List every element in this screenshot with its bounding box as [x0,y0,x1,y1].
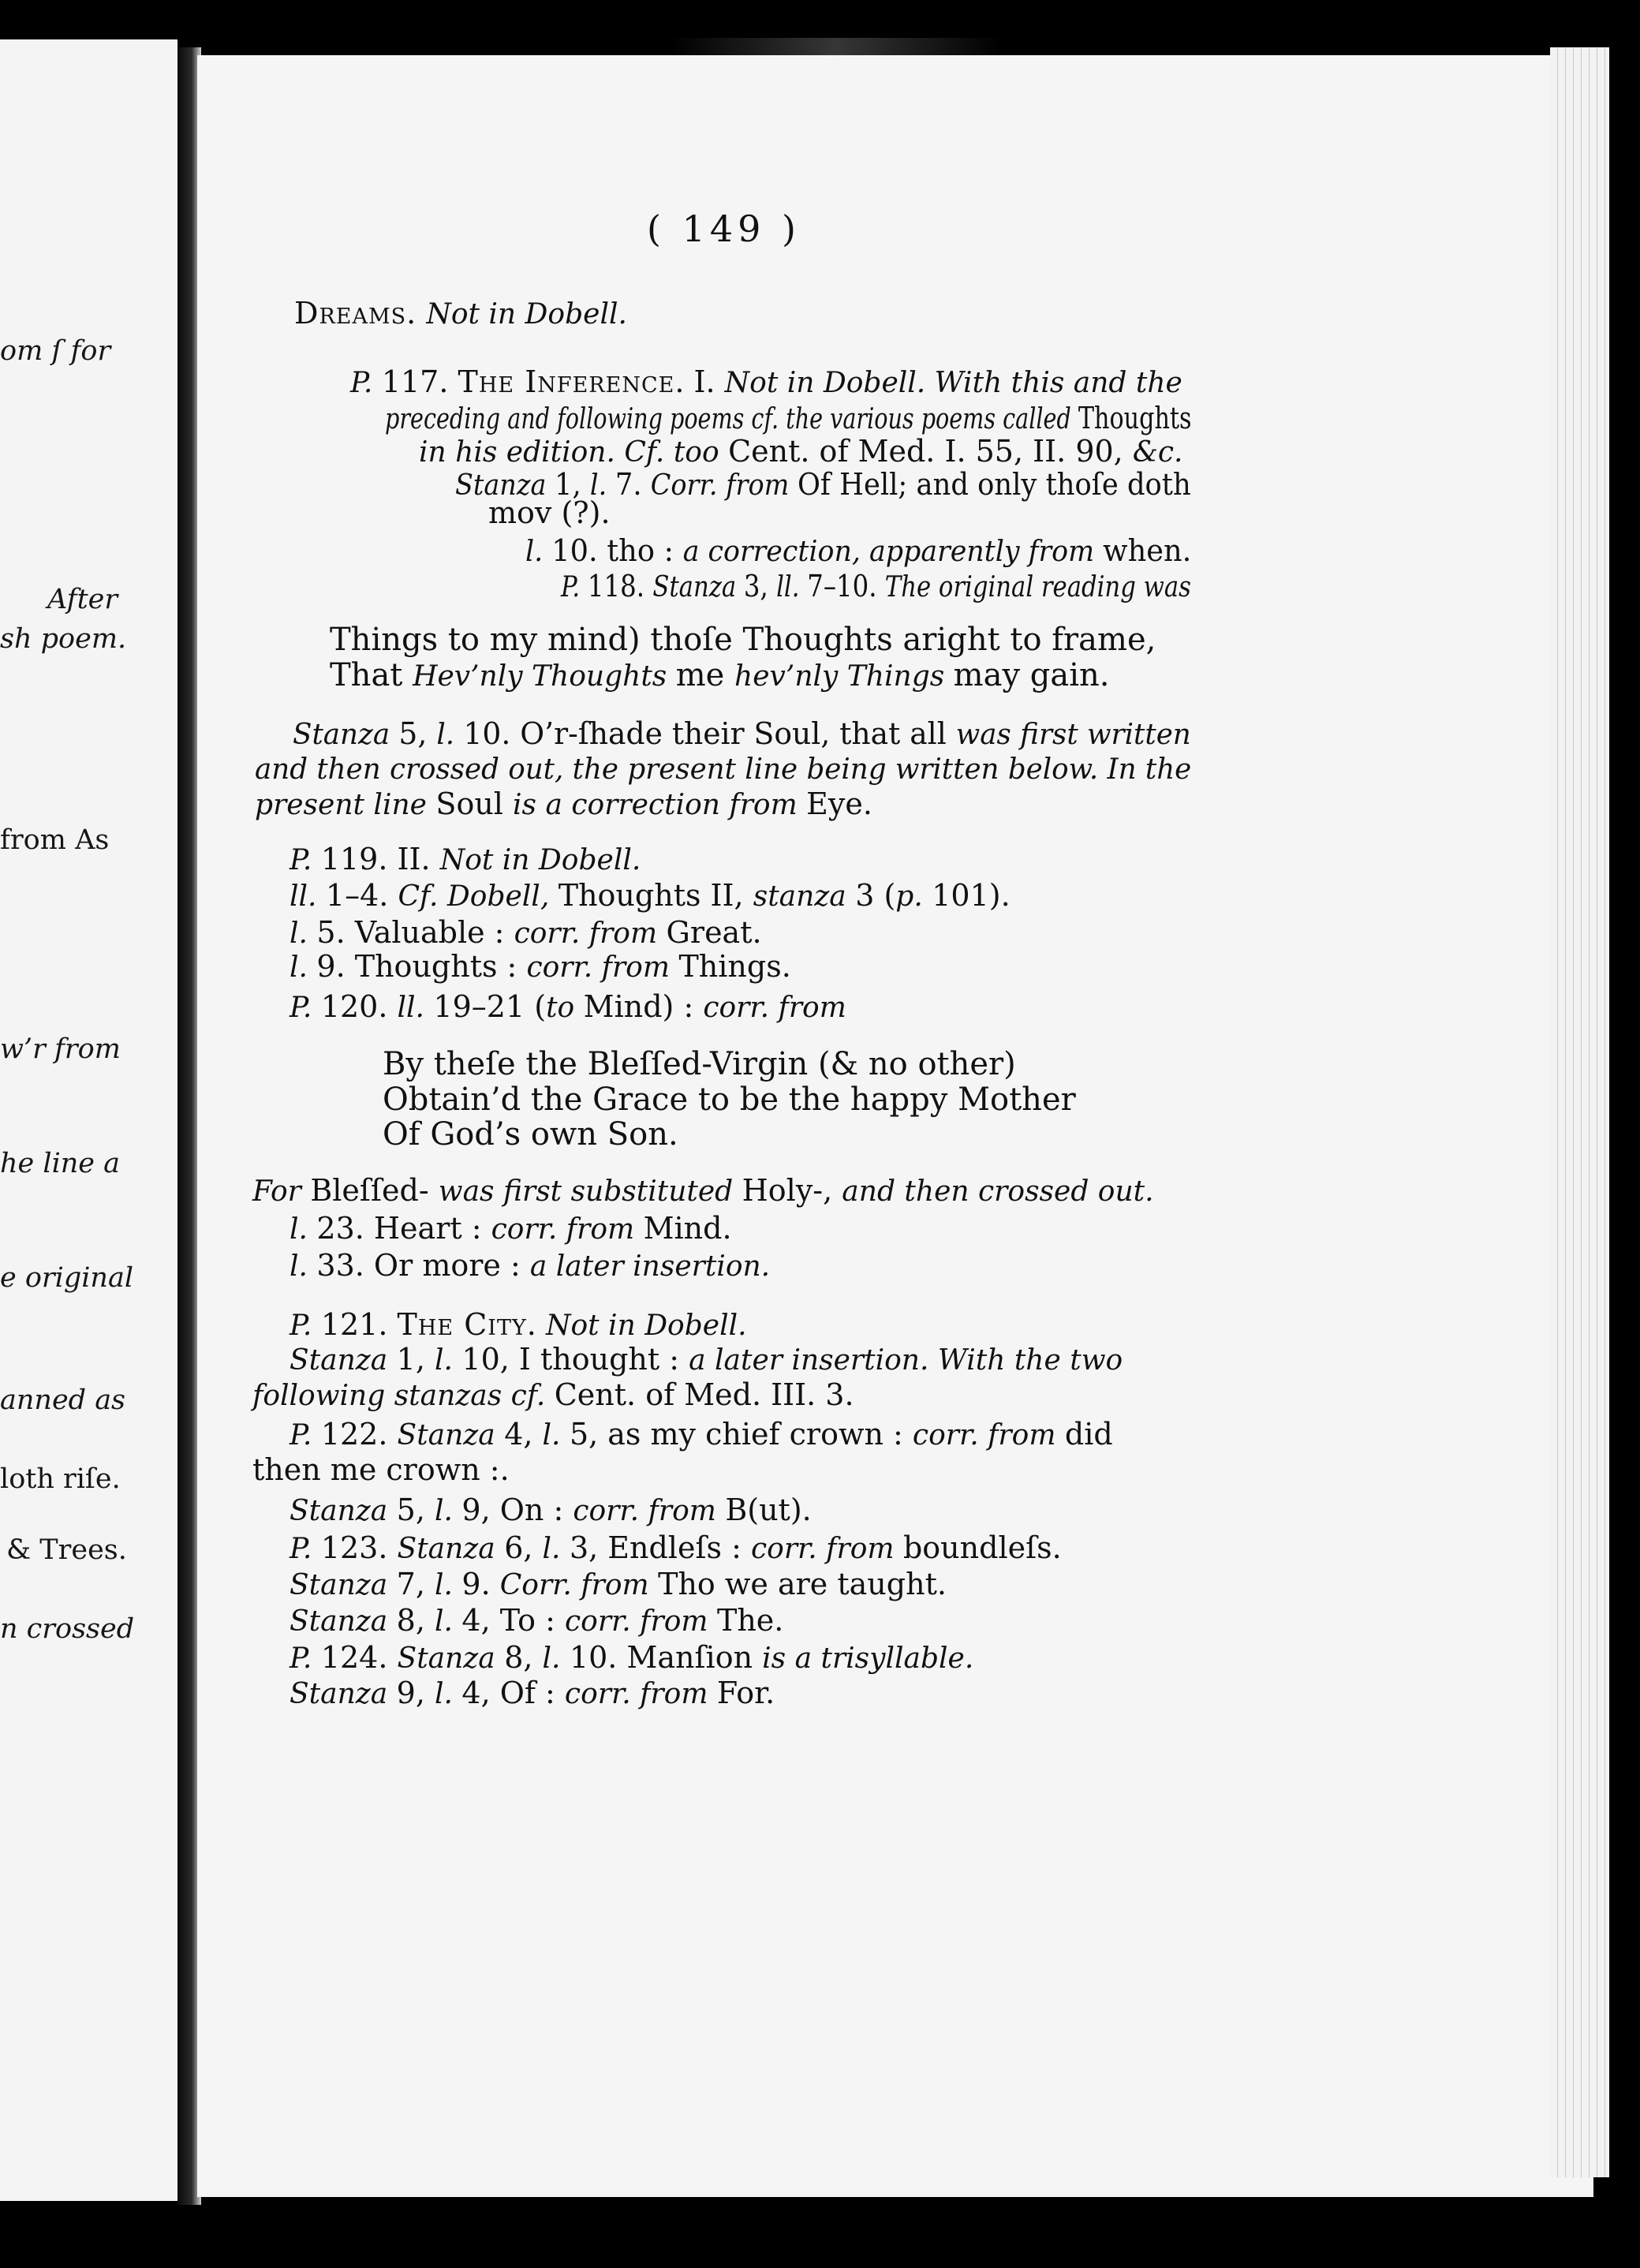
note-line [290,949,791,985]
text-run: corr. from [491,1213,644,1246]
text-run: Dreams. [294,296,417,331]
text-run: 10. Manſion [569,1640,763,1675]
note-line [290,1640,973,1676]
text-run: Of Hell; and only thoſe doth [797,467,1191,502]
text-run: 3 ( [855,878,896,913]
note-line [290,1248,770,1284]
text-run: Great. [666,915,762,950]
text-run: P. [290,844,321,876]
text-run: stanza [753,880,856,913]
note-line [290,1493,812,1529]
text-run: Soul [435,787,514,821]
text-run: 123. [320,1530,398,1565]
text-run: Stanza [290,1569,397,1601]
text-run: 9, [396,1676,435,1710]
facing-page-fragment: anned as [0,1384,126,1416]
text-run: 118. [587,569,653,603]
text-run: 9, On : [461,1493,573,1527]
quoted-verse-line [330,622,1156,657]
text-run: is a trisyllable. [762,1642,974,1675]
text-run: l. [542,1419,570,1452]
text-run: and then crossed out, the present line being written below. In the [255,753,1192,786]
text-run: Stanza [455,469,555,502]
note-line [252,1377,854,1414]
text-run: corr. from [573,1495,726,1527]
note-line [252,1173,1154,1209]
text-run: P. [561,571,588,603]
text-run: was first substituted [438,1175,742,1208]
text-run: Thoughts II, [558,878,753,913]
text-run: following stanzas cf. [252,1380,555,1412]
text-run: Of God’s own Son. [383,1116,678,1153]
note-line [290,878,1011,914]
text-run: 8, [504,1640,543,1675]
text-run: ll. [776,571,808,603]
note-line [290,1603,783,1639]
text-run: corr. from [912,1419,1065,1452]
text-run: 122. [320,1417,398,1452]
text-run: The City [397,1307,527,1342]
text-run: mov (?). [488,495,611,530]
note-line [419,434,1183,470]
note-line [290,1530,1062,1567]
note-line [488,495,611,530]
text-run: 120. [320,989,398,1024]
text-run: hev’nly Things [734,660,954,693]
facing-page-fragment: sh poem. [0,623,127,655]
facing-page-fragment: loth riſe. [0,1463,121,1495]
text-run: Thoughts [1078,401,1192,435]
text-run: l. [525,536,552,568]
text-run: P. [290,1642,321,1675]
note-line [290,989,846,1026]
quoted-verse-line [383,1047,1016,1082]
text-run: l. [290,951,317,984]
text-run: a later insertion. With the two [689,1344,1123,1377]
text-run: Stanza [397,1533,505,1565]
note-line [290,1307,747,1343]
note-line [294,296,627,332]
text-run: 1, [555,467,590,502]
text-run: p. [895,880,932,913]
facing-page-fragment: from As [0,824,110,856]
text-run: For [252,1175,311,1208]
text-run: B(ut). [725,1493,812,1527]
page-number: ( 149 ) [647,207,801,250]
text-run: 5, as my chief crown : [569,1417,913,1452]
text-run: Holy-, [742,1173,842,1208]
text-run: corr. from [703,992,846,1024]
text-run: For. [716,1676,775,1710]
text-run: l. [435,1605,462,1638]
note-line [290,915,762,951]
text-run: l. [435,1495,462,1527]
text-run: l. [542,1642,570,1675]
text-run: me [675,657,735,693]
text-run: 1–4. [325,878,398,913]
text-run: present line [255,789,436,821]
text-run: Not in Dobell. With this and the [724,367,1182,399]
text-run: Cent. of Med. I. 55, II. 90, [728,434,1133,469]
text-run: l. [290,1213,317,1246]
text-run: 121. [320,1307,398,1342]
text-run: P. [350,367,382,399]
text-run: The original reading was [884,571,1191,603]
text-run: 117. [381,364,458,399]
note-line [290,842,641,878]
text-run: 10. tho : [551,533,683,568]
text-run: Hev’nly Thoughts [413,660,676,693]
text-run [417,296,426,331]
text-run: l. [290,1250,317,1283]
text-run: Not in Dobell. [426,298,627,331]
text-run: Stanza [397,1642,505,1675]
text-run: may gain. [953,657,1110,693]
text-run: l. [435,1344,462,1377]
text-run: Cf. Dobell, [398,880,558,913]
facing-page-fragment: w’r from [0,1033,121,1065]
text-run: 5, [396,1493,435,1527]
text-run: Corr. from [499,1569,659,1601]
text-run: . [526,1307,546,1342]
text-run: P. [290,992,321,1024]
text-run: Tho we are taught. [658,1567,947,1601]
text-run: The Inference [458,364,675,399]
text-run: preceding and following poems cf. the various poems called [385,403,1078,435]
text-run: corr. from [514,917,667,950]
text-run: was first written [955,719,1191,751]
text-run: That [330,657,413,693]
text-run: when. [1103,533,1192,568]
text-run: 33. Or more : [316,1248,530,1283]
text-run: Not in Dobell. [439,844,641,876]
text-run: ll. [290,880,326,913]
note-line [290,1211,732,1247]
note-line [525,533,1191,570]
text-run: Eye. [806,787,872,821]
text-run: a later insertion. [529,1250,771,1283]
note-line [290,1567,947,1603]
text-run: corr. from [564,1605,717,1638]
text-run: 7–10. [807,569,885,603]
text-run: l. [435,1569,462,1601]
text-run: By theſe the Bleſſed-Virgin (& no other) [383,1046,1016,1082]
text-run: Bleſſed- [310,1173,439,1208]
text-run: l. [290,917,317,950]
text-run: . I. [674,364,725,399]
text-run: Not in Dobell. [545,1310,747,1342]
text-run: 101). [932,878,1011,913]
text-run: Mind. [643,1211,732,1246]
text-run: 19–21 ( [433,989,547,1024]
text-run: 9. [461,1567,500,1601]
text-run: l. [542,1533,570,1565]
note-line [255,787,872,823]
facing-page-fragment: n crossed [0,1613,135,1645]
text-run: then me crown :. [252,1452,510,1487]
facing-page-fragment: & Trees. [6,1534,127,1566]
text-run: Stanza [293,719,399,751]
text-run: Stanza [397,1419,505,1452]
text-run: corr. from [526,951,679,984]
text-run: l. [589,469,615,502]
note-line [350,364,1182,401]
text-run: Stanza [290,1344,397,1377]
text-run: did [1064,1417,1113,1452]
facing-page-fragment: he line a [0,1148,121,1179]
text-run: l. [436,719,464,751]
note-line [290,1417,1113,1453]
text-run: Mind) : [583,989,704,1024]
text-run: Things to my mind) thoſe Thoughts aright to frame, [330,622,1156,658]
note-line [255,751,1191,787]
text-run: 6, [504,1530,543,1565]
note-line [561,569,1191,605]
text-run: boundleſs. [902,1530,1062,1565]
text-run: l. [435,1678,462,1710]
text-run: Stanza [652,571,744,603]
text-run: Stanza [290,1605,397,1638]
quoted-verse-line [383,1117,678,1152]
text-run: 124. [320,1640,398,1675]
facing-page-fragment: e original [0,1262,134,1294]
text-run: 3, [743,569,777,603]
text-run: ll. [397,992,434,1024]
text-run: Stanza [290,1678,397,1710]
text-run: is a correction from [513,789,807,821]
text-run: and then crossed out. [842,1175,1154,1208]
note-line [252,1452,510,1487]
text-run: Corr. from [650,469,798,502]
text-run: Things. [678,949,791,984]
quoted-verse-line [330,658,1109,694]
text-run: 1, [396,1342,435,1377]
text-run: Obtain’d the Grace to be the happy Mother [383,1082,1076,1118]
text-run: 3, Endleſs : [569,1530,751,1565]
text-run: to [546,992,584,1024]
text-run: 9. Thoughts : [316,949,527,984]
quoted-verse-line [383,1082,1076,1117]
text-run: corr. from [750,1533,903,1565]
text-run: 119. II. [320,842,440,876]
text-run: corr. from [564,1678,717,1710]
text-run: P. [290,1310,321,1342]
text-run: 4, Of : [461,1676,565,1710]
text-run: 7, [396,1567,435,1601]
note-line [385,401,1192,437]
text-run: 23. Heart : [316,1211,491,1246]
text-run: in his edition. Cf. too [419,436,729,469]
text-run: 8, [396,1603,435,1638]
text-run: Cent. of Med. III. 3. [554,1377,854,1412]
text-run: a correction, apparently from [682,536,1104,568]
note-line [290,1676,775,1712]
note-line [290,1342,1123,1378]
text-run: Stanza [290,1495,397,1527]
text-run: The. [716,1603,784,1638]
facing-page-fragment: After [47,584,118,615]
facing-page-fragment: om ſ for [0,335,111,367]
text-run: 4, [504,1417,543,1452]
text-run: 10, I thought : [461,1342,689,1377]
note-line [293,716,1191,753]
text-run: P. [290,1419,321,1452]
text-run: 7. [615,467,651,502]
text-run: P. [290,1533,321,1565]
text-run: &c. [1132,436,1183,469]
text-run: 10. O’r-ſhade their Soul, that all [463,716,956,751]
text-run: 4, To : [461,1603,565,1638]
text-run: 5. Valuable : [316,915,514,950]
text-run: 5, [398,716,437,751]
